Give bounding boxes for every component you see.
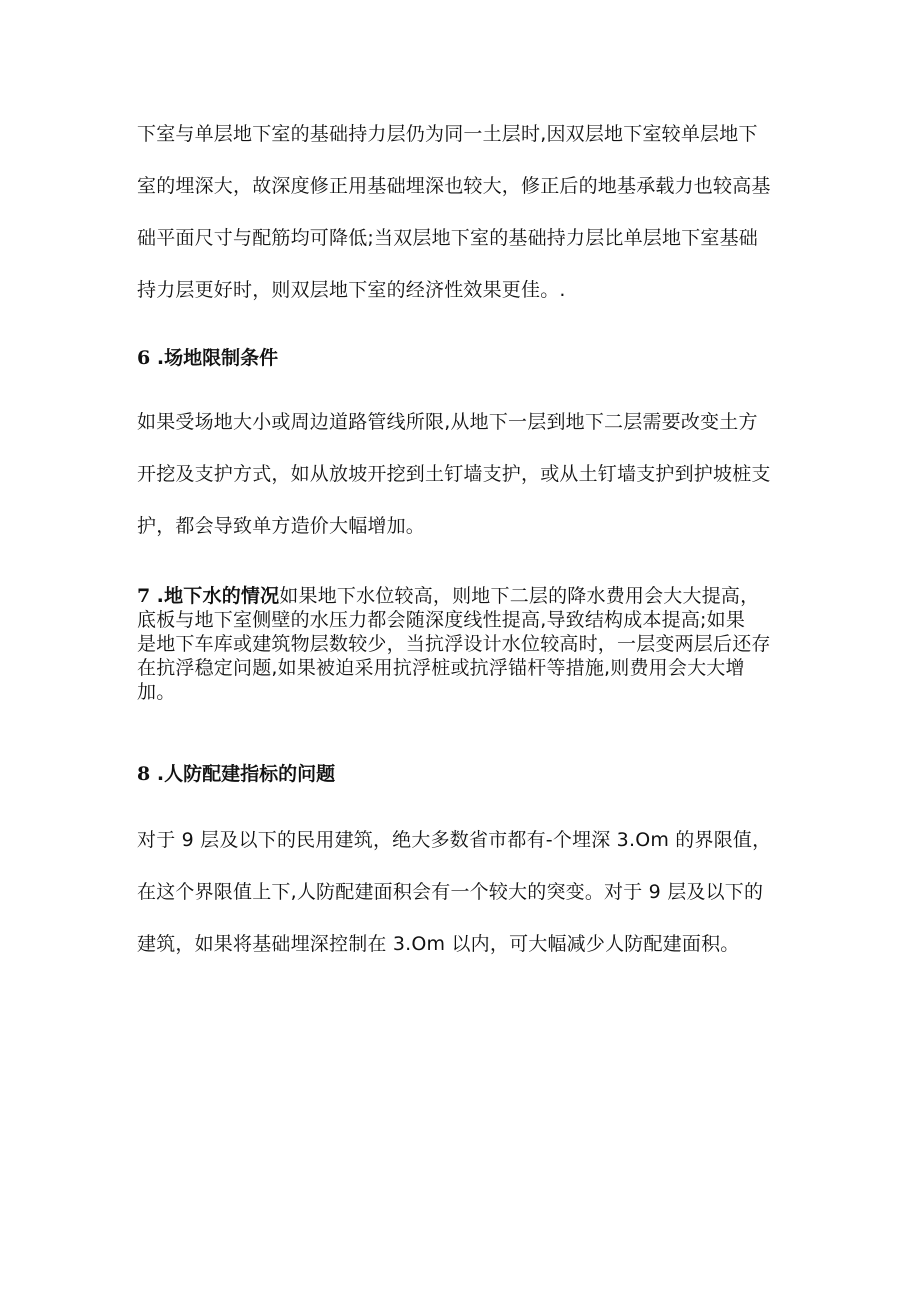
section-number: 6 (137, 347, 151, 369)
text-line: 是地下车库或建筑物层数较少，当抗浮设计水位较高时，一层变两层后还存 (137, 633, 771, 655)
text-line (137, 584, 797, 608)
text-line: 加。 (137, 681, 176, 703)
section-title: .场地限制条件 (156, 347, 279, 369)
section-7-first-line: 如果地下水位较高，则地下二层的降水费用会大大提高， (279, 585, 760, 607)
section-6-heading (137, 344, 278, 372)
text-line: 对于 9 层及以下的民用建筑，绝大多数省市都有-个埋深 3.Om 的界限值， (137, 829, 772, 851)
section-number: 8 (137, 763, 151, 785)
text-line: 在抗浮稳定问题,如果被迫采用抗浮桩或抗浮锚杆等措施,则费用会大大增 (137, 657, 745, 679)
text-line: 室的埋深大，故深度修正用基础埋深也较大，修正后的地基承载力也较高基 (137, 175, 771, 197)
section-7-paragraph (137, 584, 797, 704)
text-line: 护，都会导致单方造价大幅增加。 (137, 515, 426, 537)
section-number: 7 (137, 585, 151, 607)
text-line: 础平面尺寸与配筋均可降低;当双层地下室的基础持力层比单层地下室基础 (137, 227, 759, 249)
text-line: 持力层更好时，则双层地下室的经济性效果更佳。. (137, 279, 566, 301)
section-title: .地下水的情况 (156, 585, 280, 607)
text-line: 在这个界限值上下,人防配建面积会有一个较大的突变。对于 9 层及以下的 (137, 881, 764, 903)
section-8-paragraph (137, 814, 797, 970)
text-line: 底板与地下室侧壁的水压力都会随深度线性提高,导致结构成本提高;如果 (137, 609, 746, 631)
section-6-paragraph (137, 396, 797, 552)
text-line: 建筑，如果将基础埋深控制在 3.Om 以内，可大幅减少人防配建面积。 (137, 933, 740, 955)
section-title: .人防配建指标的问题 (156, 763, 336, 785)
text-line: 下室与单层地下室的基础持力层仍为同一土层时,因双层地下室较单层地下 (137, 123, 758, 145)
text-line: 如果受场地大小或周边道路管线所限,从地下一层到地下二层需要改变土方 (137, 411, 758, 433)
section-8-heading (137, 760, 335, 788)
text-line: 开挖及支护方式，如从放坡开挖到土钉墙支护，或从土钉墙支护到护坡桩支 (137, 463, 771, 485)
paragraph-basement-bearing-layer (137, 108, 797, 316)
